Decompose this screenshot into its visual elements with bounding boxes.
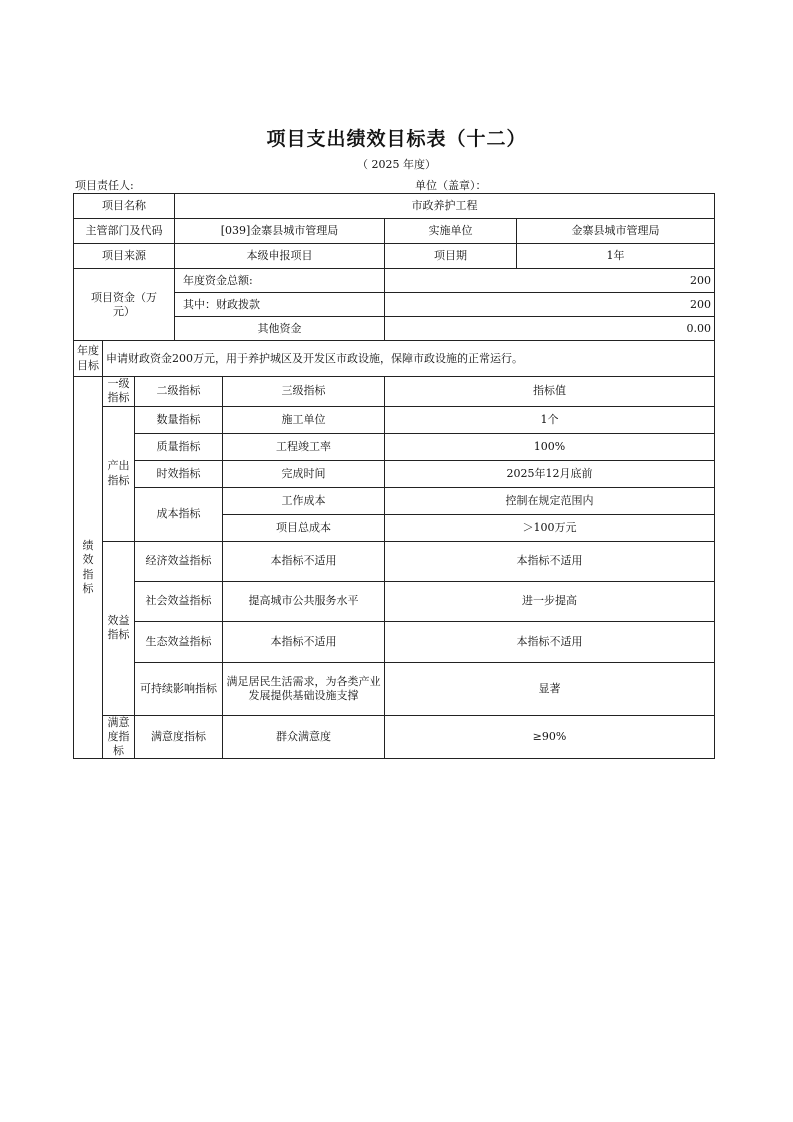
impl-value: 金寨县城市管理局 (517, 219, 715, 244)
row-indicator-header (74, 377, 715, 407)
goal-label (74, 341, 103, 377)
unit-label: 单位（盖章）： (415, 179, 487, 192)
responsible-label: 项目责任人: (75, 179, 134, 192)
timeliness-label: 时效指标 (135, 460, 223, 487)
period-value: 1年 (517, 244, 715, 269)
benefit-label-text: 效益指标 (107, 613, 130, 642)
quality-l3: 工程竣工率 (223, 433, 385, 460)
row-cost-a (74, 487, 715, 514)
cost-label: 成本指标 (135, 487, 223, 541)
perf-label (74, 377, 103, 759)
cost-value-b: ＞100万元 (385, 514, 715, 541)
h-level3: 三级指标 (223, 377, 385, 407)
timeliness-l3: 完成时间 (223, 460, 385, 487)
source-label: 项目来源 (74, 244, 175, 269)
year-line: （ 2025 年度） (357, 158, 436, 171)
row-quantity (74, 406, 715, 433)
period-label: 项目期 (385, 244, 517, 269)
row-annual-goal (74, 341, 715, 377)
funds-label-text: 项目资金（万元） (91, 290, 157, 318)
row-economic (74, 541, 715, 581)
ecological-label: 生态效益指标 (135, 621, 223, 662)
social-value: 进一步提高 (385, 581, 715, 621)
performance-table (73, 193, 715, 759)
quantity-label: 数量指标 (135, 406, 223, 433)
quality-value: 100% (385, 433, 715, 460)
h-level1 (103, 377, 135, 407)
benefit-label (103, 541, 135, 715)
cost-l3-a: 工作成本 (223, 487, 385, 514)
source-value: 本级申报项目 (175, 244, 385, 269)
row-project-name (74, 194, 715, 219)
page-title: 项目支出绩效目标表（十二） (266, 128, 527, 150)
cost-l3-b: 项目总成本 (223, 514, 385, 541)
row-satisfaction (74, 715, 715, 759)
satisfaction-l3: 群众满意度 (223, 715, 385, 759)
row-sustain (74, 662, 715, 715)
h-level2: 二级指标 (135, 377, 223, 407)
satisfaction-label: 满意度指标 (135, 715, 223, 759)
satisfaction-value: ≥90% (385, 715, 715, 759)
fiscal-label: 其中：财政拨款 (175, 293, 385, 317)
row-funds-total (74, 269, 715, 293)
row-department (74, 219, 715, 244)
funds-label (74, 269, 175, 341)
h-value: 指标值 (385, 377, 715, 407)
social-label: 社会效益指标 (135, 581, 223, 621)
perf-label-text: 绩效指标 (82, 539, 94, 596)
cost-value-a: 控制在规定范围内 (385, 487, 715, 514)
economic-l3: 本指标不适用 (223, 541, 385, 581)
other-value: 0.00 (385, 317, 715, 341)
dept-label: 主管部门及代码 (74, 219, 175, 244)
output-label-text: 产出指标 (107, 459, 130, 487)
h-level1-text: 一级指标 (107, 377, 130, 405)
annual-total-label: 年度资金总额: (175, 269, 385, 293)
economic-label: 经济效益指标 (135, 541, 223, 581)
ecological-l3: 本指标不适用 (223, 621, 385, 662)
quantity-l3: 施工单位 (223, 406, 385, 433)
annual-total-value: 200 (385, 269, 715, 293)
sustain-value: 显著 (385, 662, 715, 715)
satisfaction-group-text: 满意度指标 (107, 715, 130, 758)
satisfaction-group-label (103, 715, 135, 759)
row-source (74, 244, 715, 269)
fiscal-value: 200 (385, 293, 715, 317)
goal-text: 申请财政资金200万元，用于养护城区及开发区市政设施，保障市政设施的正常运行。 (103, 341, 715, 377)
row-timeliness (74, 460, 715, 487)
row-quality (74, 433, 715, 460)
quantity-value: 1个 (385, 406, 715, 433)
sustain-l3: 满足居民生活需求，为各类产业发展提供基础设施支撑 (223, 662, 385, 715)
social-l3: 提高城市公共服务水平 (223, 581, 385, 621)
quality-label: 质量指标 (135, 433, 223, 460)
dept-value: [039]金寨县城市管理局 (175, 219, 385, 244)
sustain-label: 可持续影响指标 (135, 662, 223, 715)
goal-label-text: 年度目标 (77, 344, 99, 372)
impl-label: 实施单位 (385, 219, 517, 244)
timeliness-value: 2025年12月底前 (385, 460, 715, 487)
row-ecological (74, 621, 715, 662)
project-name-label: 项目名称 (74, 194, 175, 219)
other-label: 其他资金 (175, 317, 385, 341)
ecological-value: 本指标不适用 (385, 621, 715, 662)
row-social (74, 581, 715, 621)
project-name-value: 市政养护工程 (175, 194, 715, 219)
output-label (103, 406, 135, 541)
economic-value: 本指标不适用 (385, 541, 715, 581)
